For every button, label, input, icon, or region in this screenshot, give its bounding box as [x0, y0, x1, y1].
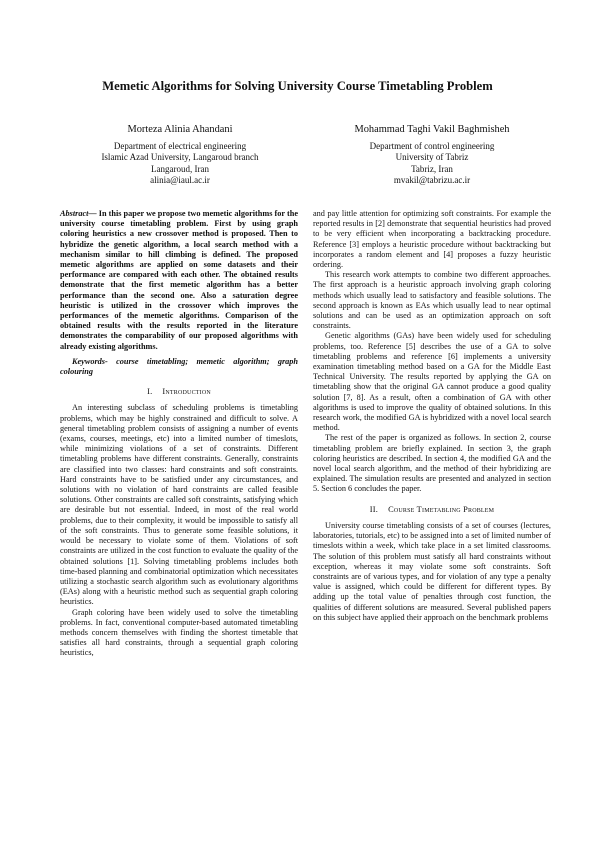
- author-name: Mohammad Taghi Vakil Baghmisheh: [354, 124, 510, 135]
- paragraph: This research work attempts to combine two different approaches. The first approach is a heuristic approach involving graph coloring methods which usually lead to satisfactory and feasible solutions. The second approach is known as EAs which usually lead to near optimal solutions and can be used as an optimization approach on soft constraints.: [313, 270, 551, 331]
- abstract-text: In this paper we propose two memetic algorithms for the university course timetabling problem. First by using graph coloring heuristics a new crossover method is proposed. Then to hybridize the genetic algorithm, a local search method with a mechanism similar to hill climbing is defined. The proposed memetic algorithms are applied on some datasets and their performance are compared with each other. The obtained results demonstrate that the first memetic algorithm has a better performance than the second one. Also a saturation degree heuristic is utilized in the crossover which improves the performances of the memetic algorithms. Comparison of the obtained results with the results reported in the literature demonstrates the comparability of our proposed algorithms with already existing algorithms.: [60, 209, 298, 351]
- paragraph-graph-coloring-end: and pay little attention for optimizing soft constraints. For example the reported results in [2] demonstrate that sequential heuristics had proved to be very efficient when incorporating a backtracking procedure. Reference [3] employs a heuristic procedure without backtracking but incorporates a random element and [4] proposes a fuzzy heuristic ordering.: [313, 209, 551, 270]
- author-block-1: [70, 124, 290, 187]
- author-name: Morteza Alinia Ahandani: [127, 124, 233, 135]
- keywords-text: course timetabling; memetic algorithm; graph colouring: [60, 356, 298, 377]
- author-block-2: [322, 124, 542, 187]
- paragraph: An interesting subclass of scheduling problems is timetabling problems, which may be highly constrained and difficult to solve. A general timetabling problem consists of assigning a number of events (exams, courses, meetings, etc) into a limited number of timeslots, while minimizing violations of a set of constraints. Different timetabling problems have different constraints. Generally, constraints are classified into two classes: hard constraints and soft constraints. Hard constraints have to be satisfied under any circumstances, and solutions with no violation of hard constraints are called feasible solutions. Other constraints are called soft constraints, satisfying which are desirable but not essential. Indeed, in most of the real world problems, due to their complexity, it would be impossible to satisfy all of the soft constraints. Thus to generate some feasible solutions, it would be necessary to violate some of them. Violations of soft constraints are utilized in the cost function to evaluate the quality of the obtained solutions [1]. Solving timetabling problems includes both time-based planning and combinatorial optimization which necessitates utilizing a stochastic search algorithm such as evolutionary algorithms (EAs) along with a heuristic method such as sequential graph coloring heuristics.: [60, 403, 298, 607]
- right-column: [313, 209, 551, 623]
- section-number: II.: [369, 504, 379, 514]
- paragraph: University course timetabling consists of a set of courses (lectures, laboratories, tutorials, etc) to be assigned into a set of limited number of timeslots within a week, which take place in a set limited classrooms. The solution of this problem must satisfy all hard constraints without exception, whereas it may violate some soft constraints. Soft constraints are of various types, and for violation of any type a penalty value is assigned, which could be different for different types. By adding up the total value of penalties through cost function, the qualities of different solutions are measured. Several published papers on this subject have applied their approach on the benchmark problems: [313, 520, 551, 622]
- author-email: mvakil@tabrizu.ac.ir: [393, 175, 471, 186]
- paper-title: Memetic Algorithms for Solving University Course Timetabling Problem: [102, 79, 493, 93]
- abstract: [60, 209, 298, 352]
- author-institution: Islamic Azad University, Langaroud branch: [101, 152, 259, 163]
- section-number: I.: [147, 387, 153, 397]
- paragraph: The rest of the paper is organized as follows. In section 2, course timetabling problem are briefly explained. In section 3, the graph coloring heuristics are described. In section 4, the modified GA and the novel local search algorithm, and the method of their hybridizing are explained. The simulation results are presented and analyzed in section 5. Section 6 concludes the paper.: [313, 433, 551, 494]
- keywords: [60, 357, 298, 377]
- author-institution: University of Tabriz: [395, 152, 469, 163]
- keywords-label: Keywords-: [72, 356, 108, 366]
- paragraph-graph-coloring-start: Graph coloring have been widely used to solve the timetabling problems. In fact, conventional computer-based automated timetabling methods concern themselves with finding the shortest timetable that satisfies all hard constraints, through a sequential graph coloring heuristics,: [60, 607, 298, 658]
- author-location: Tabriz, Iran: [411, 163, 453, 174]
- abstract-label: Abstract—: [60, 209, 97, 218]
- section-heading-course-timetabling: [313, 505, 551, 515]
- author-department: Department of control engineering: [369, 140, 495, 151]
- section-title: Introduction: [162, 387, 211, 397]
- paragraph: Genetic algorithms (GAs) have been widely used for scheduling problems, too. Reference [5] describes the use of a GA to solve timetabling problems and reference [6] implements a university examination timetabling method based on a GA for the Middle East Technical University. The results reported by applying the GA on timetabling show that the original GA cannot produce a good quality solution [7, 8]. As a result, often a combination of GA with other algorithms is used to improve the quality of obtained solutions. In this research work, the modified GA is hybridized with a novel local search method.: [313, 331, 551, 433]
- author-email: alinia@iaul.ac.ir: [150, 175, 210, 186]
- section-title: Course Timetabling Problem: [388, 504, 495, 514]
- author-department: Department of electrical engineering: [113, 140, 247, 151]
- author-location: Langaroud, Iran: [151, 163, 209, 174]
- left-column: [60, 209, 298, 659]
- section-heading-introduction: [60, 387, 298, 397]
